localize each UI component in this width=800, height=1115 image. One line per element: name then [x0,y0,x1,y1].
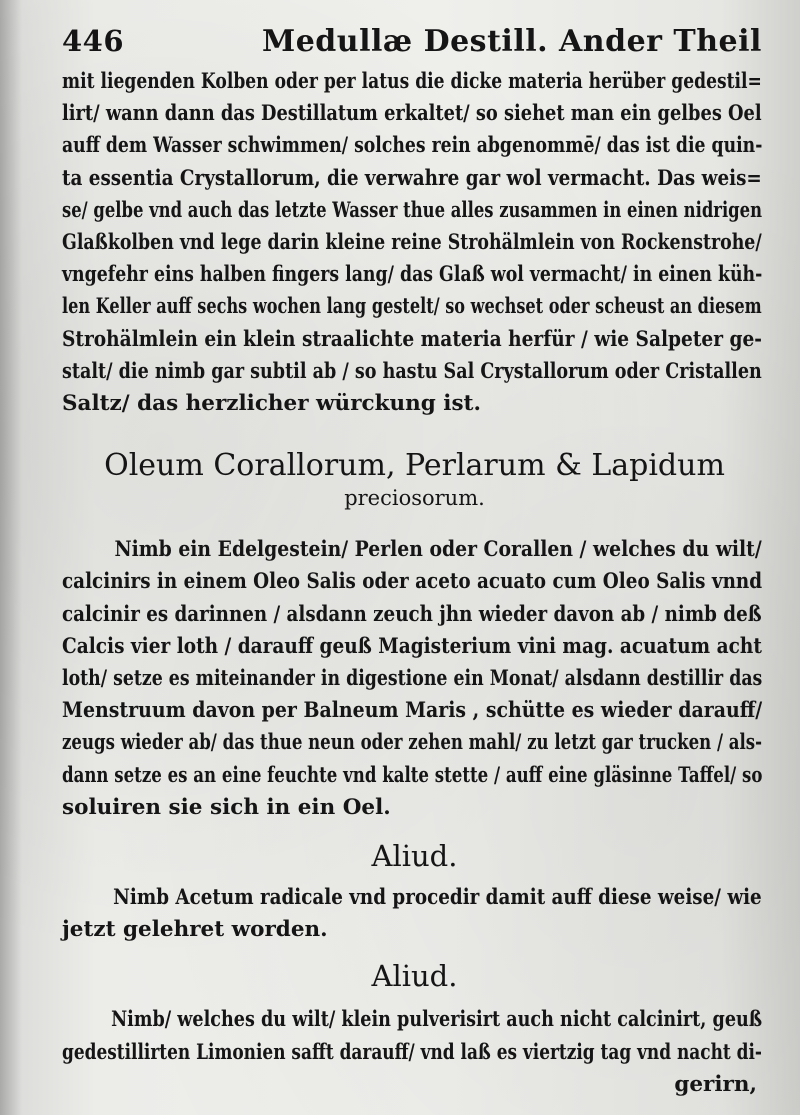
page-content [62,14,767,1101]
section-heading-aliud: Aliud. [371,839,458,874]
text-line: gedestillirten Limonien safft darauff/ vnd laß es viertzig tag vnd nacht di- [62,1039,762,1065]
text-line: vngefehr eins halben fingers lang/ das Glaß wol vermacht/ in einen küh- [62,262,763,288]
section-subheading-preciosorum: preciosorum. [344,486,485,511]
section-heading-oleum: Oleum Corallorum, Perlarum & Lapidum [104,448,725,484]
text-line: auff dem Wasser schwimmen/ solches rein abgenommē/ das ist die quin- [62,133,763,159]
text-line: Strohälmlein ein klein straalichte materia herfür / wie Salpeter ge- [62,326,763,352]
paragraph-continued [62,66,767,420]
text-line: soluiren sie sich in ein Oel. [62,794,391,820]
paragraph-aliud-2 [62,1004,767,1101]
text-line: lirt/ wann dann das Destillatum erkaltet/ so siehet man ein gelbes Oel [62,101,762,127]
text-line: Nimb ein Edelgestein/ Perlen oder Corallen / welches du wilt/ [114,537,762,563]
text-line: len Keller auff sechs wochen lang gestelt/ so wechset oder scheust an diesem [62,294,762,320]
text-line: mit liegenden Kolben oder per latus die dicke materia herüber gedestil= [62,69,762,94]
text-line: Glaßkolben vnd lege darin kleine reine Strohälmlein von Rockenstrohe/ [62,230,762,256]
text-line: zeugs wieder ab/ das thue neun oder zehen mahl/ zu letzt gar trucken / als- [62,730,763,756]
text-line: Calcis vier loth / darauff geuß Magisterium vini mag. acuatum acht [62,633,762,659]
text-line: ta essentia Crystallorum, die verwahre gar wol vermacht. Das weis= [62,165,762,191]
text-line: loth/ setze es miteinander in digestione ein Monat/ alsdann destillir das [62,666,763,692]
text-line: calcinir es darinnen / alsdann zeuch jhn wieder davon ab / nimb deß [62,601,762,627]
section-heading-aliud-2: Aliud. [371,959,458,994]
text-line: jetzt gelehret worden. [62,917,328,943]
text-line: Nimb Acetum radicale vnd procedir damit auff diese weise/ wie [113,885,762,911]
page-header [62,14,767,62]
page-number: 446 [62,24,125,58]
text-line: Saltz/ das herzlicher würckung ist. [62,391,481,417]
text-line: stalt/ die nimb gar subtil ab / so hastu Sal Crystallorum oder Cristallen [62,358,762,384]
paragraph-oleum [62,534,767,824]
running-head: Medullæ Destill. Ander Theil [262,24,762,59]
text-line: se/ gelbe vnd auch das letzte Wasser thue alles zusammen in einen nidrigen [62,197,763,223]
text-line: Menstruum davon per Balneum Maris , schütte es wieder darauff/ [62,698,763,724]
gutter-shadow [0,0,22,1115]
text-line: dann setze es an eine feuchte vnd kalte stette / auff eine gläsinne Taffel/ so [62,762,763,788]
paragraph-aliud-1 [62,882,767,946]
text-line: calcinirs in einem Oleo Salis oder aceto acuato cum Oleo Salis vnnd [62,569,763,595]
text-line: Nimb/ welches du wilt/ klein pulverisirt auch nicht calcinirt, geuß [111,1007,763,1033]
text-line: gerirn, [674,1071,757,1097]
